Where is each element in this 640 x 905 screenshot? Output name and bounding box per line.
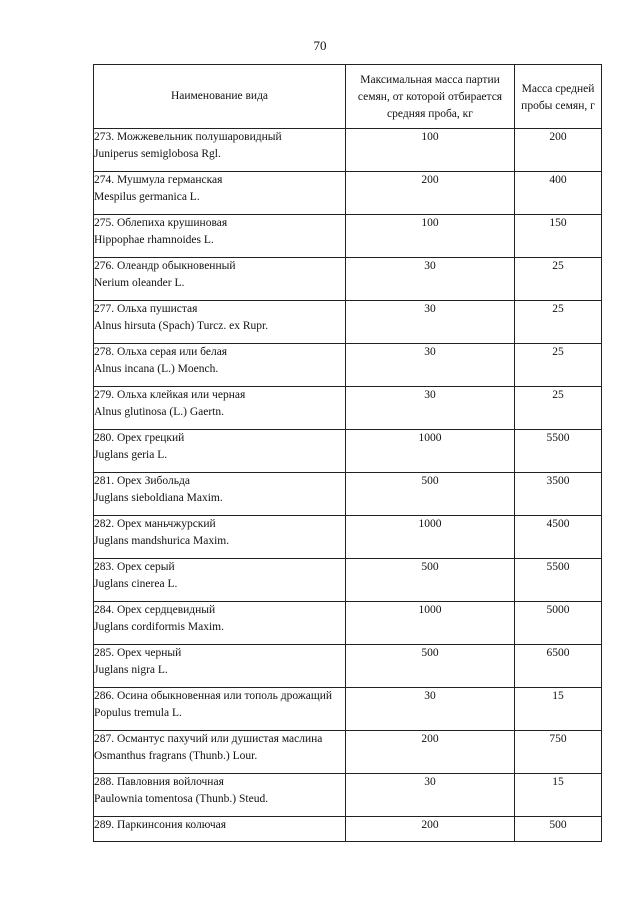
table-row: [94, 516, 602, 559]
species-name-latin: Juniperus semiglobosa Rgl.: [94, 148, 221, 160]
sample-mass-cell: 750: [515, 731, 602, 774]
max-lot-mass-cell: 30: [346, 688, 515, 731]
max-lot-mass-cell: 500: [346, 473, 515, 516]
sample-mass-cell: 15: [515, 774, 602, 817]
sample-mass-cell: 4500: [515, 516, 602, 559]
species-name-latin: Paulownia tomentosa (Thunb.) Steud.: [94, 793, 269, 805]
max-lot-mass-cell: 1000: [346, 602, 515, 645]
species-name-cell: [94, 645, 346, 688]
max-lot-mass-cell: 200: [346, 817, 515, 842]
table-header-row: [94, 65, 602, 129]
sample-mass-cell: 5500: [515, 559, 602, 602]
sample-mass-cell: 500: [515, 817, 602, 842]
table-row: [94, 473, 602, 516]
species-name-latin: Alnus hirsuta (Spach) Turcz. ex Rupr.: [94, 320, 269, 332]
sample-mass-cell: 400: [515, 172, 602, 215]
species-name-ru: 288. Павловния войлочная: [94, 776, 224, 788]
species-name-cell: [94, 172, 346, 215]
sample-mass-cell: 150: [515, 215, 602, 258]
species-name-ru: 287. Османтус пахучий или душистая маслина: [94, 733, 323, 745]
table-row: [94, 172, 602, 215]
max-lot-mass-cell: 30: [346, 774, 515, 817]
species-name-cell: [94, 430, 346, 473]
species-name-latin: Populus tremula L.: [94, 707, 182, 719]
species-table: [93, 64, 602, 842]
table-row: [94, 129, 602, 172]
max-lot-mass-cell: 1000: [346, 430, 515, 473]
species-name-latin: Nerium oleander L.: [94, 277, 185, 289]
species-name-ru: 274. Мушмула германская: [94, 174, 223, 186]
species-name-latin: Juglans nigra L.: [94, 664, 168, 676]
species-name-cell: [94, 559, 346, 602]
table-row: [94, 774, 602, 817]
species-name-cell: [94, 688, 346, 731]
species-name-cell: [94, 602, 346, 645]
species-name-latin: Alnus glutinosa (L.) Gaertn.: [94, 406, 224, 418]
species-name-cell: [94, 129, 346, 172]
sample-mass-cell: 200: [515, 129, 602, 172]
max-lot-mass-cell: 30: [346, 387, 515, 430]
species-name-cell: [94, 258, 346, 301]
species-name-cell: [94, 473, 346, 516]
table-row: [94, 301, 602, 344]
header-max-lot-mass: Максимальная масса партии семян, от которой отбирается средняя проба, кг: [346, 65, 515, 129]
species-name-latin: Juglans sieboldiana Maxim.: [94, 492, 223, 504]
species-name-latin: Juglans mandshurica Maxim.: [94, 535, 230, 547]
max-lot-mass-cell: 200: [346, 731, 515, 774]
table-row: [94, 559, 602, 602]
species-name-ru: 285. Орех черный: [94, 647, 182, 659]
species-name-latin: Juglans geria L.: [94, 449, 168, 461]
species-name-ru: 277. Ольха пушистая: [94, 303, 198, 315]
table-row: [94, 731, 602, 774]
sample-mass-cell: 25: [515, 301, 602, 344]
table-row: [94, 817, 602, 842]
table-row: [94, 258, 602, 301]
species-name-ru: 281. Орех Зибольда: [94, 475, 190, 487]
species-name-ru: 280. Орех грецкий: [94, 432, 185, 444]
table-row: [94, 688, 602, 731]
header-species-name: Наименование вида: [94, 65, 346, 129]
species-name-latin: Osmanthus fragrans (Thunb.) Lour.: [94, 750, 258, 762]
table-row: [94, 430, 602, 473]
species-name-ru: 273. Можжевельник полушаровидный: [94, 131, 282, 143]
species-name-ru: 276. Олеандр обыкновенный: [94, 260, 236, 272]
species-name-ru: 286. Осина обыкновенная или тополь дрожащий: [94, 690, 332, 702]
max-lot-mass-cell: 1000: [346, 516, 515, 559]
species-name-latin: Hippophae rhamnoides L.: [94, 234, 214, 246]
max-lot-mass-cell: 30: [346, 344, 515, 387]
table-row: [94, 602, 602, 645]
sample-mass-cell: 25: [515, 387, 602, 430]
max-lot-mass-cell: 200: [346, 172, 515, 215]
species-name-ru: 283. Орех серый: [94, 561, 175, 573]
max-lot-mass-cell: 100: [346, 129, 515, 172]
species-name-cell: [94, 215, 346, 258]
species-name-cell: [94, 516, 346, 559]
sample-mass-cell: 5500: [515, 430, 602, 473]
species-name-ru: 284. Орех сердцевидный: [94, 604, 216, 616]
table-row: [94, 645, 602, 688]
species-name-ru: 282. Орех маньчжурский: [94, 518, 216, 530]
max-lot-mass-cell: 30: [346, 301, 515, 344]
max-lot-mass-cell: 500: [346, 645, 515, 688]
sample-mass-cell: 5000: [515, 602, 602, 645]
species-name-ru: 275. Облепиха крушиновая: [94, 217, 228, 229]
species-name-latin: Juglans cordiformis Maxim.: [94, 621, 224, 633]
species-name-cell: [94, 301, 346, 344]
max-lot-mass-cell: 30: [346, 258, 515, 301]
species-name-cell: [94, 731, 346, 774]
table-row: [94, 387, 602, 430]
species-name-latin: Mespilus germanica L.: [94, 191, 200, 203]
header-sample-mass: Масса средней пробы семян, г: [515, 65, 602, 129]
table-row: [94, 215, 602, 258]
max-lot-mass-cell: 500: [346, 559, 515, 602]
sample-mass-cell: 15: [515, 688, 602, 731]
species-name-ru: 278. Ольха серая или белая: [94, 346, 228, 358]
species-name-latin: Alnus incana (L.) Moench.: [94, 363, 219, 375]
species-name-cell: [94, 817, 346, 842]
species-name-cell: [94, 774, 346, 817]
species-name-cell: [94, 387, 346, 430]
sample-mass-cell: 6500: [515, 645, 602, 688]
sample-mass-cell: 3500: [515, 473, 602, 516]
sample-mass-cell: 25: [515, 258, 602, 301]
species-name-ru: 289. Паркинсония колючая: [94, 819, 227, 831]
species-name-cell: [94, 344, 346, 387]
max-lot-mass-cell: 100: [346, 215, 515, 258]
sample-mass-cell: 25: [515, 344, 602, 387]
page-number: 70: [313, 38, 327, 53]
species-name-latin: Juglans cinerea L.: [94, 578, 178, 590]
species-name-ru: 279. Ольха клейкая или черная: [94, 389, 246, 401]
table-row: [94, 344, 602, 387]
